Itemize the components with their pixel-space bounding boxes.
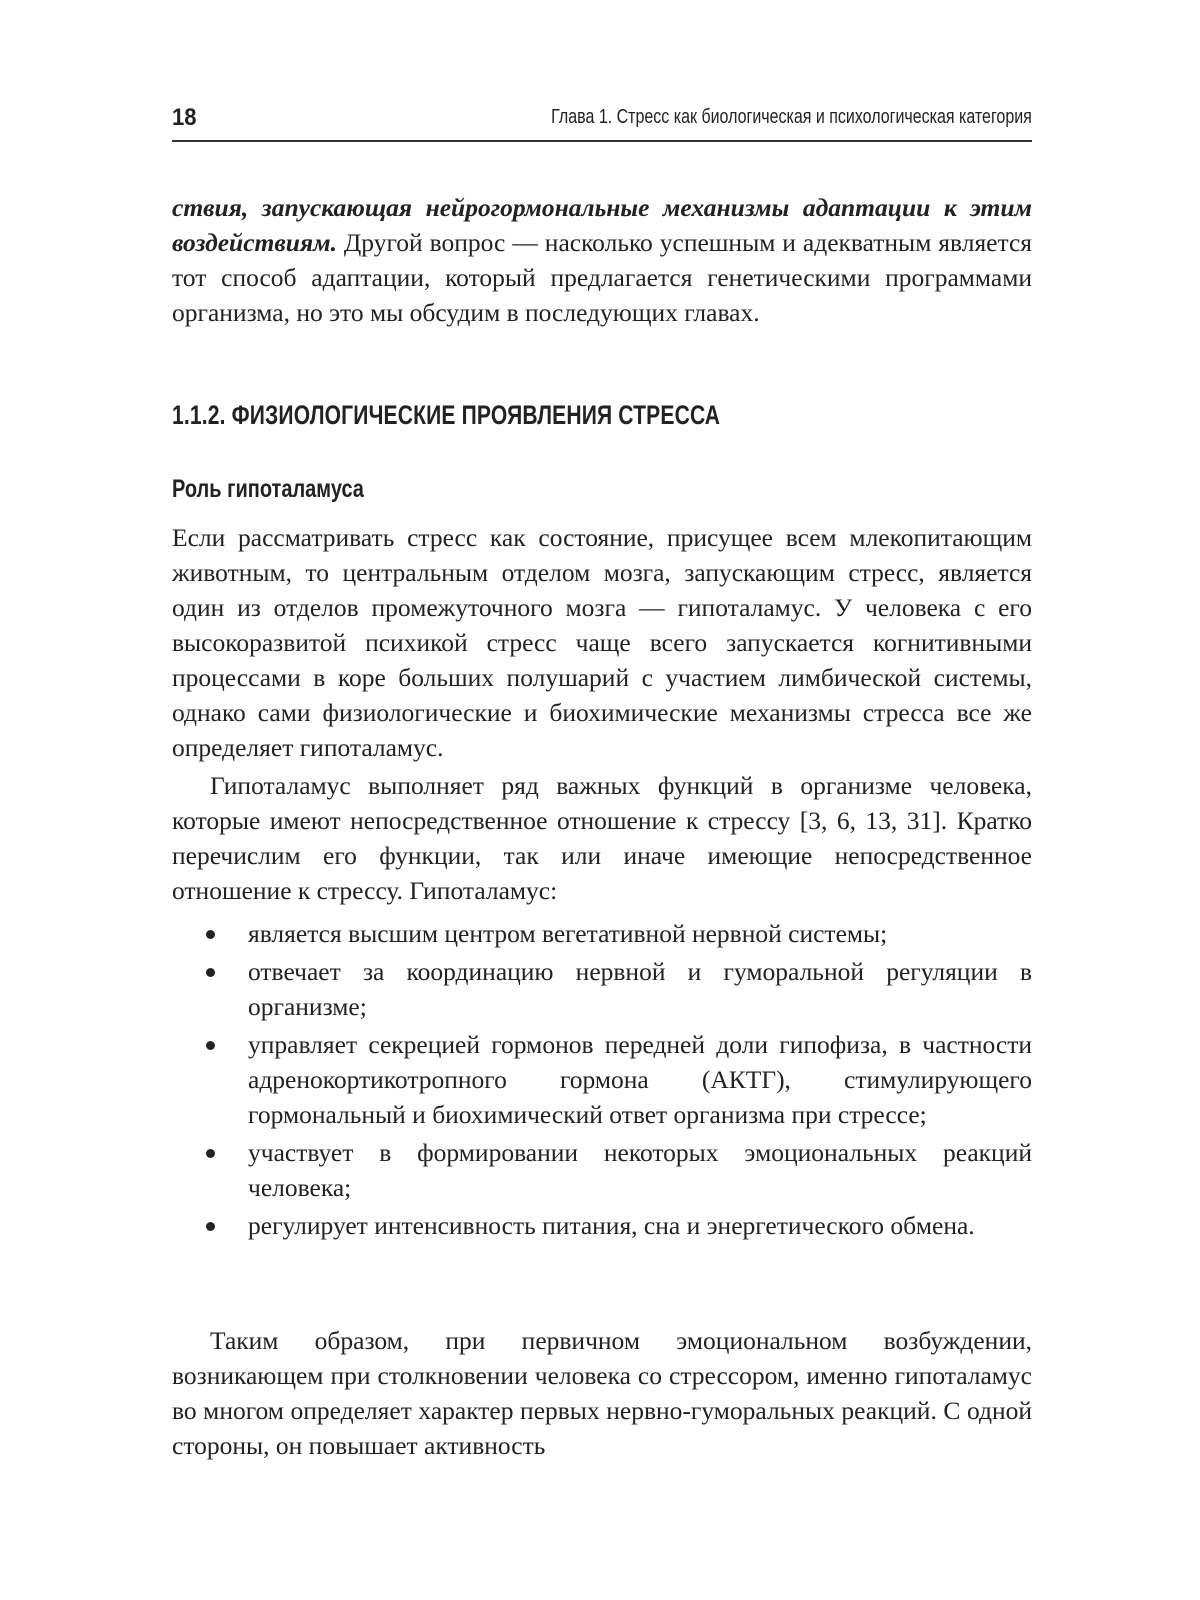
bullet-icon xyxy=(206,930,215,939)
paragraph: Если рассматривать стресс как состояние, присущее всем млекопитающим животным, то центральным отделом мозга, запускающим стресс, является один из отделов промежуточного мозга — гипоталамус. У человека с его высокоразвитой психикой стресс чаще всего запускается когнитивными процессами в коре больших полушарий с участием лимбической системы, однако сами физиологические и биохимические механизмы стресса все же определяет гипоталамус. xyxy=(172,523,1032,762)
bullet-icon xyxy=(206,1041,215,1050)
page-number: 18 xyxy=(172,104,197,131)
sub-heading: Роль гипоталамуса xyxy=(172,475,364,503)
list-item xyxy=(172,1208,1032,1243)
bullet-icon xyxy=(206,968,215,977)
list-item xyxy=(172,1135,1032,1205)
running-header xyxy=(172,100,1032,142)
bullet-icon xyxy=(206,1222,215,1231)
list-item xyxy=(172,954,1032,1024)
section-heading: 1.1.2. ФИЗИОЛОГИЧЕСКИЕ ПРОЯВЛЕНИЯ СТРЕССА xyxy=(172,400,721,430)
paragraph-text: Другой вопрос — насколько успешным и адекватным является тот способ адаптации, который предлагается генетическими программами организма, но это мы обсудим в последующих главах. xyxy=(172,228,1032,327)
paragraph: Таким образом, при первичном эмоциональном возбуждении, возникающем при столкновении человека со стрессором, именно гипоталамус во многом определяет характер первых нервно-гуморальных реакций. С одной стороны, он повышает активность xyxy=(172,1326,1032,1460)
bullet-icon xyxy=(206,1149,215,1158)
list-item-text: управляет секрецией гормонов передней доли гипофиза, в частности адренокортикотропного гормона (АКТГ), стимулирующего гормональный и биохимический ответ организма при стрессе; xyxy=(248,1030,1032,1129)
chapter-title: Глава 1. Стресс как биологическая и психологическая категория xyxy=(551,106,1032,128)
paragraph: Гипоталамус выполняет ряд важных функций в организме человека, которые имеют непосредственное отношение к стрессу [3, 6, 13, 31]. Кратко перечислим его функции, так или иначе имеющие непосредственное отношение к стрессу. Гипоталамус: xyxy=(172,771,1032,905)
function-list xyxy=(172,916,1032,1246)
emphasized-text: ствия, запускающая нейрогормональные механизмы адаптации к этим воздействиям. xyxy=(172,193,1032,257)
paragraph-continuation xyxy=(172,190,1032,330)
list-item-text: является высшим центром вегетативной нервной системы; xyxy=(248,919,888,948)
list-item xyxy=(172,916,1032,951)
list-item-text: регулирует интенсивность питания, сна и энергетического обмена. xyxy=(248,1211,975,1240)
list-item xyxy=(172,1027,1032,1132)
list-item-text: участвует в формировании некоторых эмоциональных реакций человека; xyxy=(248,1138,1032,1202)
list-item-text: отвечает за координацию нервной и гуморальной регуляции в организме; xyxy=(248,957,1032,1021)
